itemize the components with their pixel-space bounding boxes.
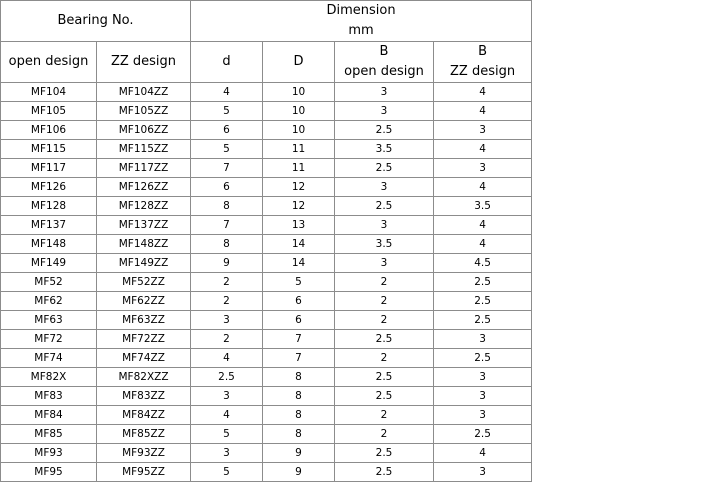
- open-design-cell: MF115: [1, 140, 97, 159]
- zz-design-cell: MF74ZZ: [97, 349, 191, 368]
- width-open-cell: 3.5: [335, 235, 434, 254]
- width-zz-cell: 4: [434, 444, 532, 463]
- outer-diameter-cell: 10: [263, 83, 335, 102]
- outer-diameter-cell: 7: [263, 330, 335, 349]
- width-open-cell: 2.5: [335, 368, 434, 387]
- outer-diameter-cell: 13: [263, 216, 335, 235]
- outer-diameter-cell: 11: [263, 140, 335, 159]
- open-design-cell: MF83: [1, 387, 97, 406]
- width-zz-cell: 3: [434, 406, 532, 425]
- table-row: [1, 102, 532, 121]
- width-zz-cell: 3: [434, 121, 532, 140]
- zz-design-cell: MF149ZZ: [97, 254, 191, 273]
- width-zz-cell: 3: [434, 387, 532, 406]
- outer-diameter-cell: 8: [263, 425, 335, 444]
- width-open-cell: 3: [335, 254, 434, 273]
- zz-design-cell: MF115ZZ: [97, 140, 191, 159]
- outer-diameter-header: D: [263, 42, 335, 83]
- table-row: [1, 178, 532, 197]
- zz-design-cell: MF84ZZ: [97, 406, 191, 425]
- open-design-cell: MF62: [1, 292, 97, 311]
- inner-diameter-cell: 9: [191, 254, 263, 273]
- zz-design-cell: MF83ZZ: [97, 387, 191, 406]
- width-open-cell: 2.5: [335, 330, 434, 349]
- table-row: [1, 83, 532, 102]
- open-design-cell: MF105: [1, 102, 97, 121]
- width-open-cell: 2: [335, 406, 434, 425]
- width-open-cell: 3: [335, 178, 434, 197]
- width-zz-cell: 2.5: [434, 273, 532, 292]
- width-zz-cell: 3: [434, 463, 532, 482]
- width-zz-header: [434, 42, 532, 83]
- inner-diameter-cell: 2: [191, 330, 263, 349]
- width-open-cell: 2: [335, 425, 434, 444]
- table-row: [1, 444, 532, 463]
- width-open-header: [335, 42, 434, 83]
- inner-diameter-cell: 7: [191, 216, 263, 235]
- inner-diameter-cell: 4: [191, 83, 263, 102]
- width-zz-label: B: [478, 44, 487, 59]
- open-design-cell: MF52: [1, 273, 97, 292]
- zz-design-cell: MF85ZZ: [97, 425, 191, 444]
- table-row: [1, 140, 532, 159]
- outer-diameter-cell: 6: [263, 292, 335, 311]
- width-zz-sublabel: ZZ design: [450, 64, 516, 79]
- outer-diameter-cell: 11: [263, 159, 335, 178]
- width-zz-cell: 4: [434, 102, 532, 121]
- width-open-label: B: [379, 44, 389, 59]
- table-row: [1, 197, 532, 216]
- zz-design-cell: MF72ZZ: [97, 330, 191, 349]
- table-row: [1, 159, 532, 178]
- table-row: [1, 254, 532, 273]
- inner-diameter-cell: 2: [191, 273, 263, 292]
- width-open-cell: 2.5: [335, 463, 434, 482]
- outer-diameter-cell: 8: [263, 368, 335, 387]
- inner-diameter-cell: 8: [191, 235, 263, 254]
- inner-diameter-cell: 2.5: [191, 368, 263, 387]
- zz-design-cell: MF82XZZ: [97, 368, 191, 387]
- open-design-cell: MF72: [1, 330, 97, 349]
- inner-diameter-cell: 4: [191, 349, 263, 368]
- open-design-cell: MF82X: [1, 368, 97, 387]
- zz-design-cell: MF117ZZ: [97, 159, 191, 178]
- inner-diameter-cell: 8: [191, 197, 263, 216]
- width-open-cell: 2: [335, 292, 434, 311]
- outer-diameter-cell: 5: [263, 273, 335, 292]
- open-design-cell: MF128: [1, 197, 97, 216]
- outer-diameter-cell: 12: [263, 197, 335, 216]
- bearing-no-header: Bearing No.: [1, 1, 191, 42]
- open-design-cell: MF104: [1, 83, 97, 102]
- width-zz-cell: 3: [434, 159, 532, 178]
- zz-design-cell: MF63ZZ: [97, 311, 191, 330]
- inner-diameter-header: d: [191, 42, 263, 83]
- width-zz-cell: 4: [434, 216, 532, 235]
- header-row-columns: [1, 42, 532, 83]
- inner-diameter-cell: 5: [191, 102, 263, 121]
- width-zz-cell: 4: [434, 178, 532, 197]
- outer-diameter-cell: 12: [263, 178, 335, 197]
- width-zz-cell: 2.5: [434, 311, 532, 330]
- table-row: [1, 406, 532, 425]
- table-row: [1, 463, 532, 482]
- dimension-unit: mm: [348, 23, 374, 38]
- dimension-title: Dimension: [326, 3, 396, 18]
- open-design-cell: MF126: [1, 178, 97, 197]
- width-open-cell: 2.5: [335, 444, 434, 463]
- table-row: [1, 387, 532, 406]
- width-open-cell: 3: [335, 83, 434, 102]
- open-design-cell: MF137: [1, 216, 97, 235]
- inner-diameter-cell: 3: [191, 444, 263, 463]
- width-open-cell: 3.5: [335, 140, 434, 159]
- dimension-header: [191, 1, 532, 42]
- zz-design-cell: MF62ZZ: [97, 292, 191, 311]
- table-row: [1, 121, 532, 140]
- outer-diameter-cell: 10: [263, 102, 335, 121]
- inner-diameter-cell: 4: [191, 406, 263, 425]
- width-open-cell: 2.5: [335, 197, 434, 216]
- outer-diameter-cell: 14: [263, 235, 335, 254]
- zz-design-cell: MF128ZZ: [97, 197, 191, 216]
- inner-diameter-cell: 5: [191, 425, 263, 444]
- table-row: [1, 292, 532, 311]
- width-zz-cell: 2.5: [434, 292, 532, 311]
- zz-design-cell: MF52ZZ: [97, 273, 191, 292]
- width-zz-cell: 4.5: [434, 254, 532, 273]
- zz-design-cell: MF104ZZ: [97, 83, 191, 102]
- inner-diameter-cell: 7: [191, 159, 263, 178]
- zz-design-cell: MF106ZZ: [97, 121, 191, 140]
- open-design-cell: MF106: [1, 121, 97, 140]
- open-design-cell: MF93: [1, 444, 97, 463]
- width-zz-cell: 3: [434, 330, 532, 349]
- inner-diameter-cell: 5: [191, 140, 263, 159]
- table-row: [1, 216, 532, 235]
- open-design-cell: MF74: [1, 349, 97, 368]
- outer-diameter-cell: 8: [263, 406, 335, 425]
- zz-design-cell: MF137ZZ: [97, 216, 191, 235]
- inner-diameter-cell: 3: [191, 311, 263, 330]
- width-open-cell: 3: [335, 102, 434, 121]
- zz-design-header: ZZ design: [97, 42, 191, 83]
- width-open-cell: 3: [335, 216, 434, 235]
- table-row: [1, 425, 532, 444]
- open-design-header: open design: [1, 42, 97, 83]
- open-design-cell: MF117: [1, 159, 97, 178]
- width-open-cell: 2.5: [335, 387, 434, 406]
- open-design-cell: MF149: [1, 254, 97, 273]
- width-zz-cell: 3: [434, 368, 532, 387]
- outer-diameter-cell: 6: [263, 311, 335, 330]
- header-row-top: [1, 1, 532, 42]
- width-zz-cell: 2.5: [434, 349, 532, 368]
- width-open-cell: 2: [335, 273, 434, 292]
- inner-diameter-cell: 5: [191, 463, 263, 482]
- table-row: [1, 330, 532, 349]
- width-open-sublabel: open design: [344, 64, 424, 79]
- zz-design-cell: MF126ZZ: [97, 178, 191, 197]
- outer-diameter-cell: 10: [263, 121, 335, 140]
- width-zz-cell: 4: [434, 235, 532, 254]
- table-row: [1, 349, 532, 368]
- outer-diameter-cell: 9: [263, 444, 335, 463]
- width-zz-cell: 4: [434, 83, 532, 102]
- outer-diameter-cell: 7: [263, 349, 335, 368]
- zz-design-cell: MF95ZZ: [97, 463, 191, 482]
- width-zz-cell: 3.5: [434, 197, 532, 216]
- open-design-cell: MF63: [1, 311, 97, 330]
- width-zz-cell: 2.5: [434, 425, 532, 444]
- inner-diameter-cell: 6: [191, 121, 263, 140]
- open-design-cell: MF85: [1, 425, 97, 444]
- open-design-cell: MF95: [1, 463, 97, 482]
- open-design-cell: MF148: [1, 235, 97, 254]
- table-row: [1, 368, 532, 387]
- table-row: [1, 235, 532, 254]
- table-row: [1, 311, 532, 330]
- zz-design-cell: MF93ZZ: [97, 444, 191, 463]
- zz-design-cell: MF105ZZ: [97, 102, 191, 121]
- outer-diameter-cell: 9: [263, 463, 335, 482]
- width-open-cell: 2.5: [335, 121, 434, 140]
- inner-diameter-cell: 6: [191, 178, 263, 197]
- width-open-cell: 2: [335, 311, 434, 330]
- width-zz-cell: 4: [434, 140, 532, 159]
- width-open-cell: 2.5: [335, 159, 434, 178]
- inner-diameter-cell: 2: [191, 292, 263, 311]
- width-open-cell: 2: [335, 349, 434, 368]
- table-row: [1, 273, 532, 292]
- outer-diameter-cell: 8: [263, 387, 335, 406]
- inner-diameter-cell: 3: [191, 387, 263, 406]
- zz-design-cell: MF148ZZ: [97, 235, 191, 254]
- open-design-cell: MF84: [1, 406, 97, 425]
- outer-diameter-cell: 14: [263, 254, 335, 273]
